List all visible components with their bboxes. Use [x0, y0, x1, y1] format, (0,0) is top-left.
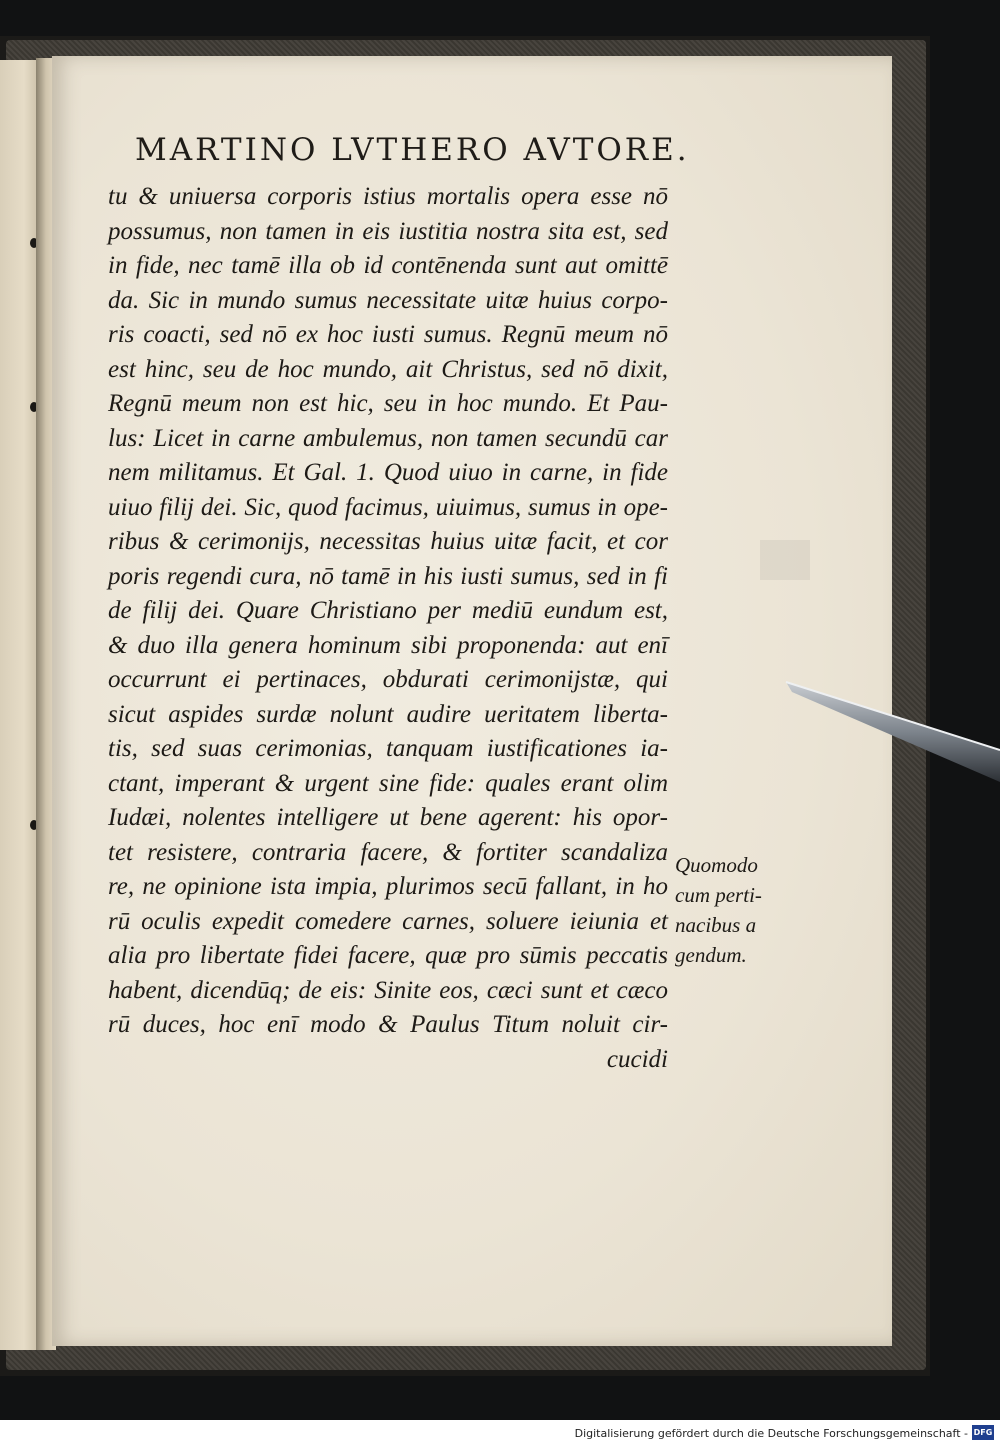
show-through-ink	[760, 540, 810, 580]
text-line: rū duces, hoc enī modo & Paulus Titum noluit cir-	[108, 1011, 668, 1038]
text-line: ribus & cerimonijs, necessitas huius uitæ facit, et cor	[108, 528, 668, 555]
text-line: lus: Licet in carne ambulemus, non tamen secundū car	[108, 424, 668, 452]
text-line: tis, sed suas cerimonias, tanquam iustificationes ia-	[108, 735, 668, 762]
text-line: nem militamus. Et Gal. 1. Quod uiuo in carne, in fide	[108, 459, 668, 486]
marginal-note	[675, 850, 785, 970]
text-line: possumus, non tamen in eis iustitia nostra sita est, sed	[108, 217, 668, 245]
dfg-logo-icon: DFG	[972, 1425, 994, 1440]
page-body-text	[108, 180, 668, 1077]
text-line: occurrunt ei pertinaces, obdurati cerimonijstæ, qui	[108, 666, 668, 693]
marginal-note-line: cum perti-	[675, 883, 762, 907]
text-line: rū oculis expedit comedere carnes, soluere ieiunia et	[108, 907, 668, 935]
running-head: MARTINO LVTHERO AVTORE.	[135, 132, 690, 168]
text-line: Regnū meum non est hic, seu in hoc mundo. Et Pau-	[108, 390, 668, 417]
text-line: tu & uniuersa corporis istius mortalis opera esse nō	[108, 183, 668, 210]
text-line: sicut aspides surdæ nolunt audire ueritatem liberta-	[108, 700, 668, 728]
text-line: uiuo filij dei. Sic, quod facimus, uiuimus, sumus in ope-	[108, 493, 668, 521]
text-line: in fide, nec tamē illa ob id contēnenda sunt aut omittē	[108, 252, 668, 279]
show-through-ink	[100, 1075, 210, 1115]
text-line: Iudæi, nolentes intelligere ut bene agerent: his opor-	[108, 804, 668, 831]
marginal-note-line: nacibus a	[675, 913, 757, 937]
text-line: & duo illa genera hominum sibi proponenda: aut enī	[108, 631, 668, 659]
text-line: ris coacti, sed nō ex hoc iusti sumus. Regnū meum nō	[108, 321, 668, 348]
marginal-note-line: Quomodo	[675, 853, 758, 877]
text-line: ctant, imperant & urgent sine fide: quales erant olim	[108, 769, 668, 797]
text-line: re, ne opinione ista impia, plurimos secū fallant, in ho	[108, 873, 668, 900]
marginal-note-line: gendum.	[675, 943, 747, 967]
text-line: habent, dicendūq; de eis: Sinite eos, cæci sunt et cæco	[108, 976, 668, 1004]
text-line: tet resistere, contraria facere, & fortiter scandaliza	[108, 838, 668, 866]
footer-credit: Digitalisierung gefördert durch die Deutsche Forschungsgemeinschaft -	[574, 1427, 968, 1440]
text-line: poris regendi cura, nō tamē in his iusti sumus, sed in fi	[108, 562, 668, 590]
left-page-edge	[0, 60, 40, 1350]
text-line: alia pro libertate fidei facere, quæ pro sūmis peccatis	[108, 942, 668, 969]
text-line: da. Sic in mundo sumus necessitate uitæ huius corpo-	[108, 286, 668, 314]
show-through-ink	[720, 240, 790, 300]
catchword: cucidi	[606, 1045, 668, 1073]
text-line: est hinc, seu de hoc mundo, ait Christus, sed nō dixit,	[108, 355, 668, 383]
text-line: de filij dei. Quare Christiano per mediū eundum est,	[108, 597, 668, 624]
pointer-stick-icon	[780, 676, 1000, 786]
